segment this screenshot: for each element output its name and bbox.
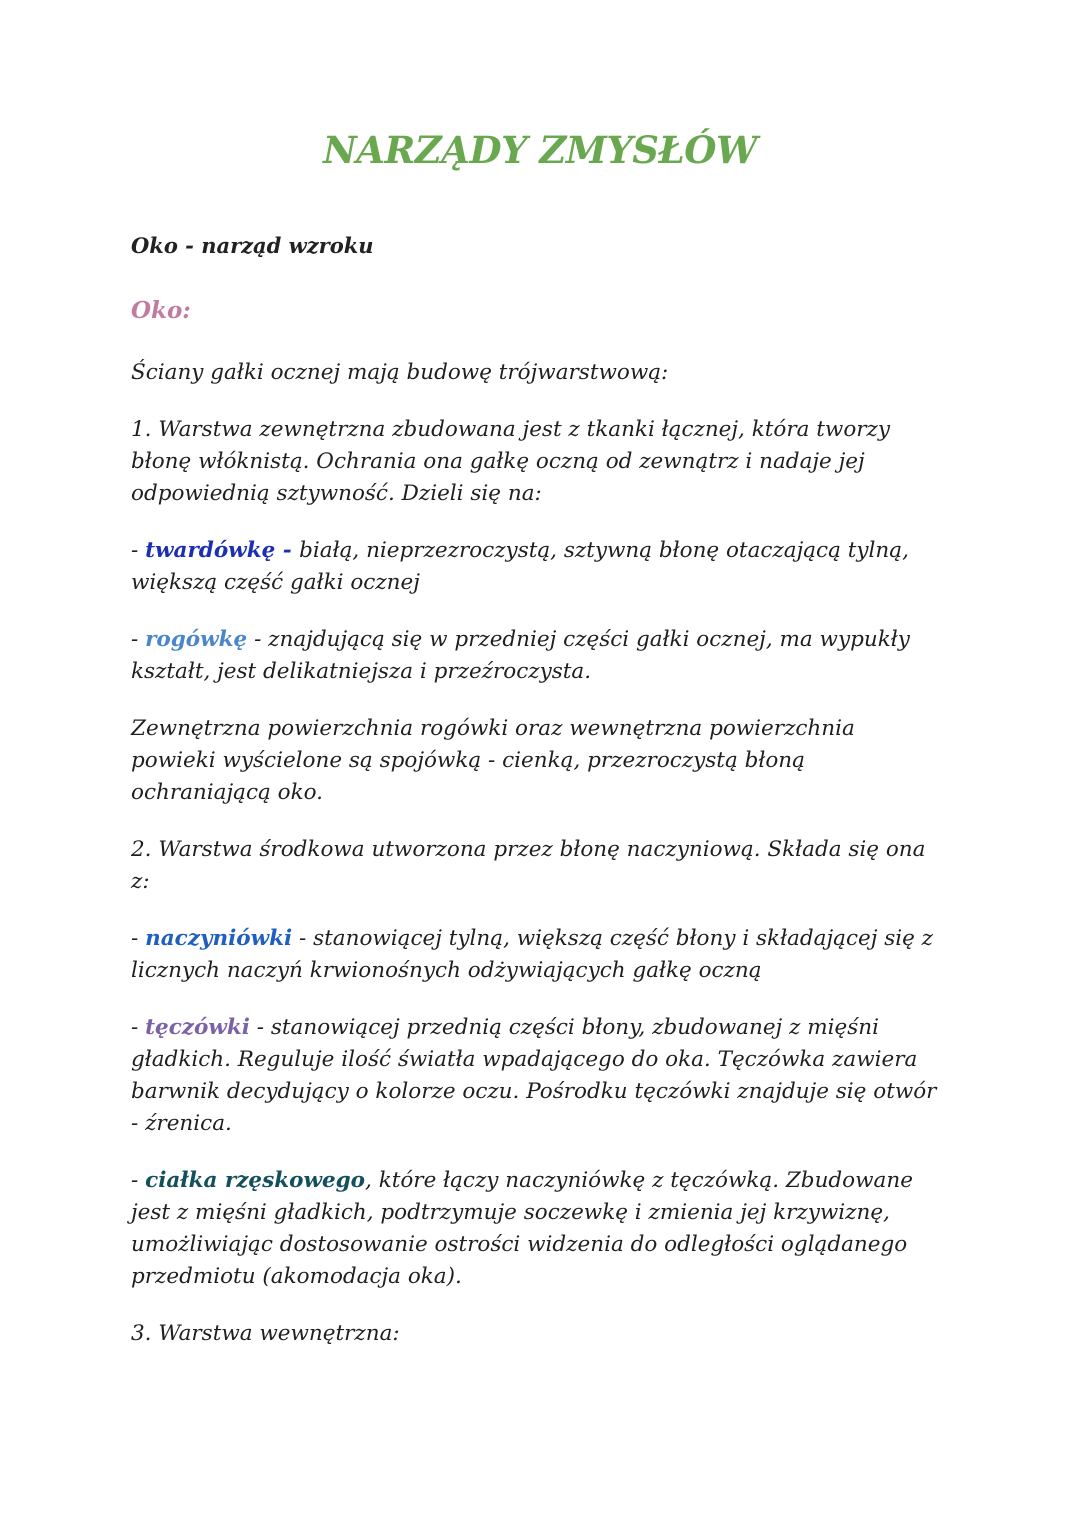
item-prefix: - [131,538,146,563]
item-prefix: - [131,1168,146,1193]
item-prefix: - [131,627,146,652]
item-description: znajdującą się w przedniej części gałki ocznej, ma wypukły kształt, jest delikatniejsza i przeźroczysta. [131,627,910,684]
section-subtitle: Oko - narząd wzroku [131,233,374,258]
layer3-paragraph: 3. Warstwa wewnętrzna: [131,1321,400,1346]
item-prefix: - [131,1015,146,1040]
list-item-twardowka [131,535,946,599]
term-teczowka: tęczówki [145,1015,250,1040]
page-title: NARZĄDY ZMYSŁÓW [322,128,758,172]
item-description: białą, nieprzezroczystą, sztywną błonę otaczającą tylną, większą część gałki ocznej [131,538,909,595]
term-rogowka: rogówkę [145,627,248,652]
intro-paragraph: Ściany gałki ocznej mają budowę trójwarstwową: [131,360,669,385]
list-item-naczyniowka [131,923,946,987]
item-prefix: - [131,926,146,951]
item-separator: - [292,926,314,951]
item-description: stanowiącej tylną, większą część błony i składającej się z licznych naczyń krwionośnych odżywiających gałkę oczną [131,926,934,983]
layer2-paragraph: 2. Warstwa środkowa utworzona przez błonę naczyniową. Składa się ona z: [131,837,926,894]
term-twardowka: twardówkę - [145,538,300,563]
list-item-teczowka [131,1012,946,1140]
item-separator: , [365,1168,379,1193]
document-body [131,357,946,1375]
item-description: stanowiącej przednią części błony, zbudowanej z mięśni gładkich. Reguluje ilość światła wpadającego do oka. Tęczówka zawiera barwnik decydujący o kolorze oczu. Pośrodku tęczówki znajduje się otwór - źrenica. [131,1015,937,1136]
layer1-paragraph: 1. Warstwa zewnętrzna zbudowana jest z tkanki łącznej, która tworzy błonę włóknistą. Ochrania ona gałkę oczną od zewnątrz i nadaje jej odpowiednią sztywność. Dzieli się na: [131,417,891,506]
note-paragraph: Zewnętrzna powierzchnia rogówki oraz wewnętrzna powierzchnia powieki wyścielone są spojówką - cienką, przezroczystą błoną ochraniającą oko. [131,716,855,805]
term-naczyniowka: naczyniówki [145,926,293,951]
item-separator: - [247,627,269,652]
list-item-rogowka [131,624,946,688]
list-item-cialko-rzeskowe [131,1165,946,1293]
item-separator: - [249,1015,271,1040]
item-description: które łączy naczyniówkę z tęczówką. Zbudowane jest z mięśni gładkich, podtrzymuje soczewkę i zmienia jej krzywiznę, umożliwiając dostosowanie ostrości widzenia do odległości oglądanego przedmiotu (akomodacja oka). [131,1168,913,1289]
term-cialko-rzeskowe: ciałka rzęskowego [145,1168,366,1193]
section-heading: Oko: [131,297,191,324]
